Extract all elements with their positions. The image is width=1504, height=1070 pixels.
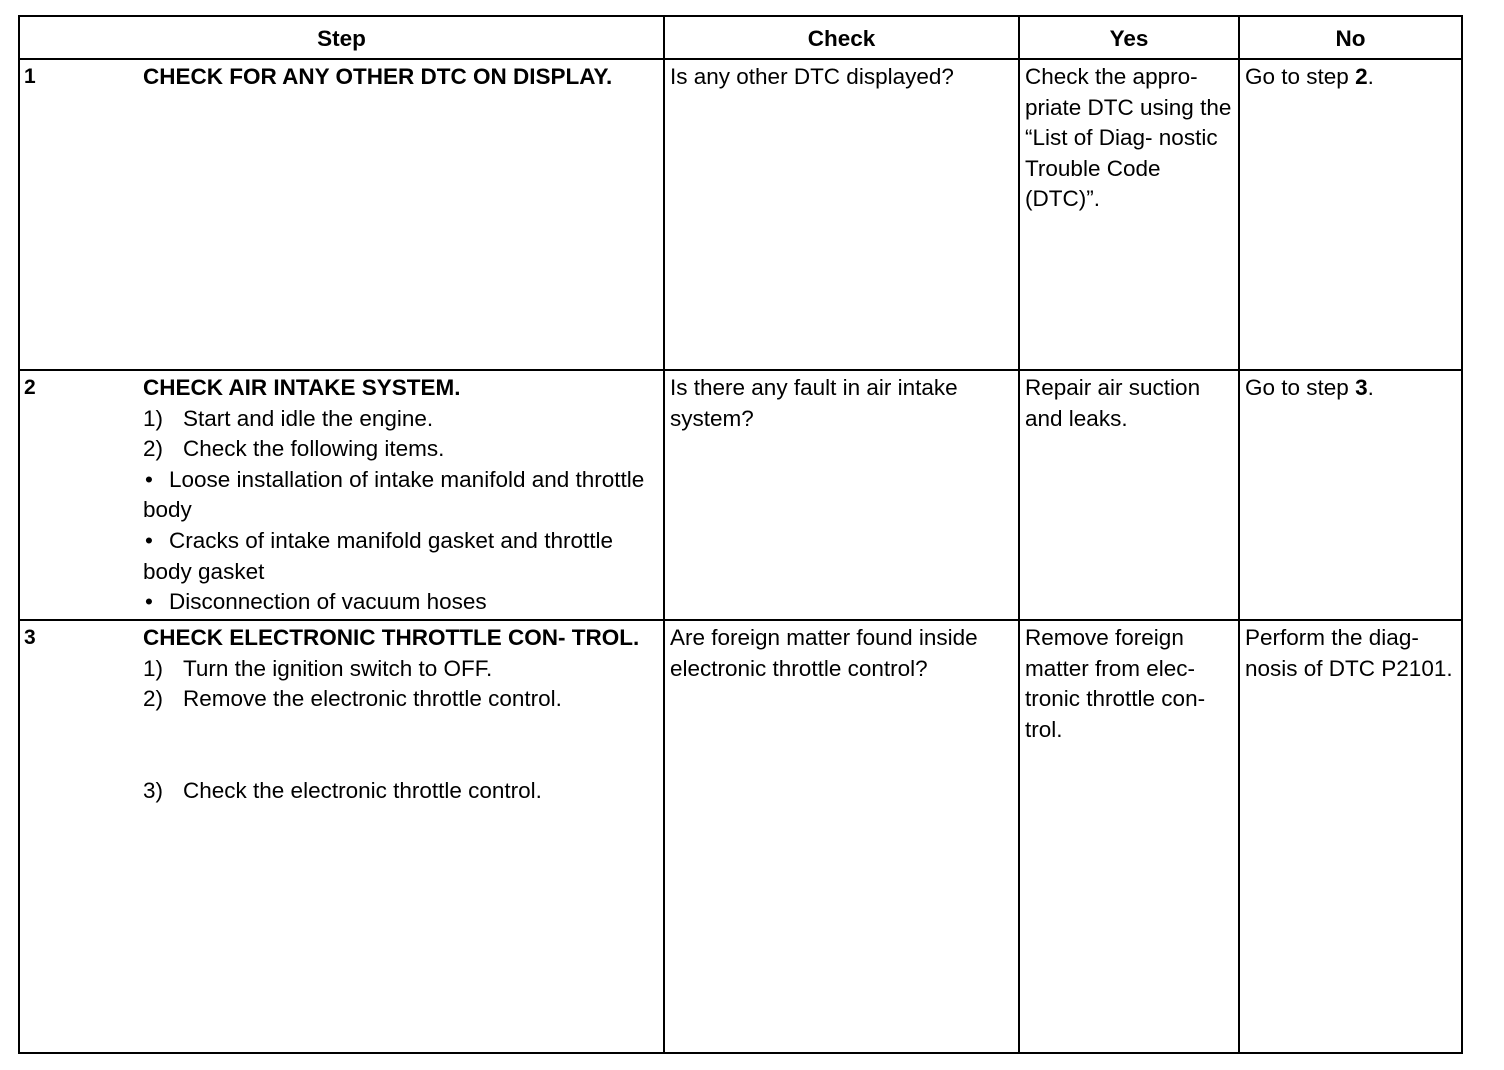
step-body [20, 621, 663, 806]
substep-number: 2) [143, 436, 164, 462]
substep-number: 2) [143, 686, 164, 712]
step-number: 1 [24, 65, 36, 88]
step-title: CHECK FOR ANY OTHER DTC ON DISPLAY. [143, 64, 613, 89]
substep-text: Check the electronic throttle control. [183, 777, 542, 803]
bullet-icon: • [145, 527, 153, 553]
no-step-ref: 2 [1355, 64, 1368, 89]
bullet-icon: • [145, 466, 153, 492]
step-cell [19, 620, 664, 1053]
substep-text: Start and idle the engine. [183, 405, 434, 431]
yes-cell [1019, 620, 1239, 1053]
substep-number: 1) [143, 655, 164, 681]
header-step: Step [19, 16, 664, 59]
substep-number: 1) [143, 405, 164, 431]
yes-text: Remove foreign matter from elec- tronic throttle con- trol. [1025, 625, 1206, 742]
step-cell [19, 59, 664, 370]
header-check: Check [664, 16, 1019, 59]
no-prefix: Go to step [1245, 375, 1356, 400]
no-prefix: Go to step [1245, 64, 1356, 89]
bullet-item [143, 465, 657, 526]
header-row [19, 16, 1462, 59]
no-text [1240, 60, 1461, 93]
table-row [19, 59, 1462, 370]
substep [143, 684, 657, 715]
no-suffix: . [1367, 64, 1374, 89]
yes-text: Check the appro- priate DTC using the “List of Diag- nostic Trouble Code (DTC)”. [1025, 64, 1232, 212]
substep-text: Remove the electronic throttle control. [183, 686, 562, 712]
check-cell [664, 620, 1019, 1053]
bullet-text: Cracks of intake manifold gasket and throttle body gasket [143, 527, 613, 584]
bullet-text: Loose installation of intake manifold and throttle body [143, 466, 645, 523]
check-cell [664, 370, 1019, 620]
substep-number: 3) [143, 777, 164, 803]
substep [143, 776, 657, 807]
check-text: Is any other DTC displayed? [670, 64, 954, 89]
yes-text: Repair air suction and leaks. [1025, 375, 1201, 431]
step-title: CHECK ELECTRONIC THROTTLE CON- TROL. [143, 625, 640, 650]
step-number: 2 [24, 376, 36, 399]
no-suffix: . [1367, 375, 1374, 400]
substep [143, 404, 657, 435]
header-yes: Yes [1019, 16, 1239, 59]
header-no: No [1239, 16, 1462, 59]
yes-cell [1019, 59, 1239, 370]
no-step-ref: 3 [1355, 375, 1368, 400]
substep-text: Check the following items. [183, 436, 445, 462]
substep-text: Turn the ignition switch to OFF. [183, 655, 493, 681]
no-text: Perform the diag- nosis of DTC P2101. [1245, 625, 1453, 681]
no-cell [1239, 59, 1462, 370]
step-body [20, 371, 663, 618]
step-body [20, 60, 663, 93]
spacer [143, 715, 657, 776]
check-cell [664, 59, 1019, 370]
substep [143, 654, 657, 685]
bullet-item [143, 526, 657, 587]
yes-cell [1019, 370, 1239, 620]
table-row [19, 370, 1462, 620]
bullet-text: Disconnection of vacuum hoses [169, 589, 487, 615]
bullet-icon: • [145, 589, 153, 615]
no-cell [1239, 620, 1462, 1053]
check-text: Are foreign matter found inside electronic throttle control? [670, 625, 978, 681]
step-title: CHECK AIR INTAKE SYSTEM. [143, 375, 461, 400]
diagnostic-table [18, 15, 1463, 1054]
step-number: 3 [24, 626, 36, 649]
table-row [19, 620, 1462, 1053]
check-text: Is there any fault in air intake system? [670, 375, 958, 431]
no-cell [1239, 370, 1462, 620]
bullet-item [143, 587, 657, 618]
no-text [1240, 371, 1461, 404]
step-cell [19, 370, 664, 620]
substep [143, 434, 657, 465]
